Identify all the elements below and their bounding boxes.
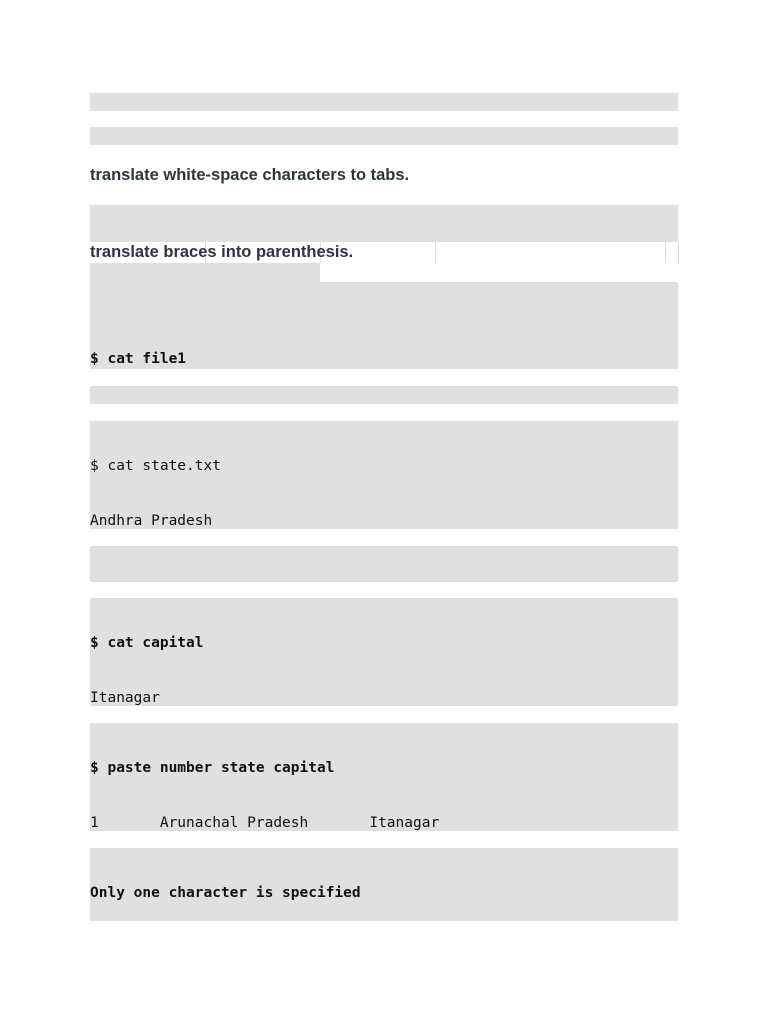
code-line: $ paste number state capital xyxy=(90,760,335,777)
table-cell xyxy=(435,242,666,263)
code-block-tr-range xyxy=(90,93,678,111)
code-block-cat-file1 xyxy=(90,282,678,369)
code-block-cat-state xyxy=(90,421,678,529)
code-block-tr-space xyxy=(90,205,678,242)
code-line: $ cat capital xyxy=(90,635,204,652)
code-block-cat-capital xyxy=(90,598,678,706)
heading-tabs: translate white-space characters to tabs. xyxy=(90,166,410,184)
code-block-paste xyxy=(90,723,678,831)
code-line: Andhra Pradesh xyxy=(90,513,213,529)
code-line: Itanagar xyxy=(90,690,160,706)
code-line: $ cat state.txt xyxy=(90,458,221,475)
heading-braces: translate braces into parenthesis. xyxy=(90,243,354,261)
code-block-cut xyxy=(90,546,678,582)
table-cell-shaded xyxy=(90,263,320,283)
code-line: Only one character is specified xyxy=(90,885,361,902)
code-block-tr-class xyxy=(90,127,678,145)
code-line: 1 Arunachal Pradesh Itanagar xyxy=(90,815,440,831)
code-block-paste-delim xyxy=(90,848,678,921)
code-line: $ cat file1 xyxy=(90,351,187,368)
code-block-tr-braces xyxy=(90,386,678,404)
